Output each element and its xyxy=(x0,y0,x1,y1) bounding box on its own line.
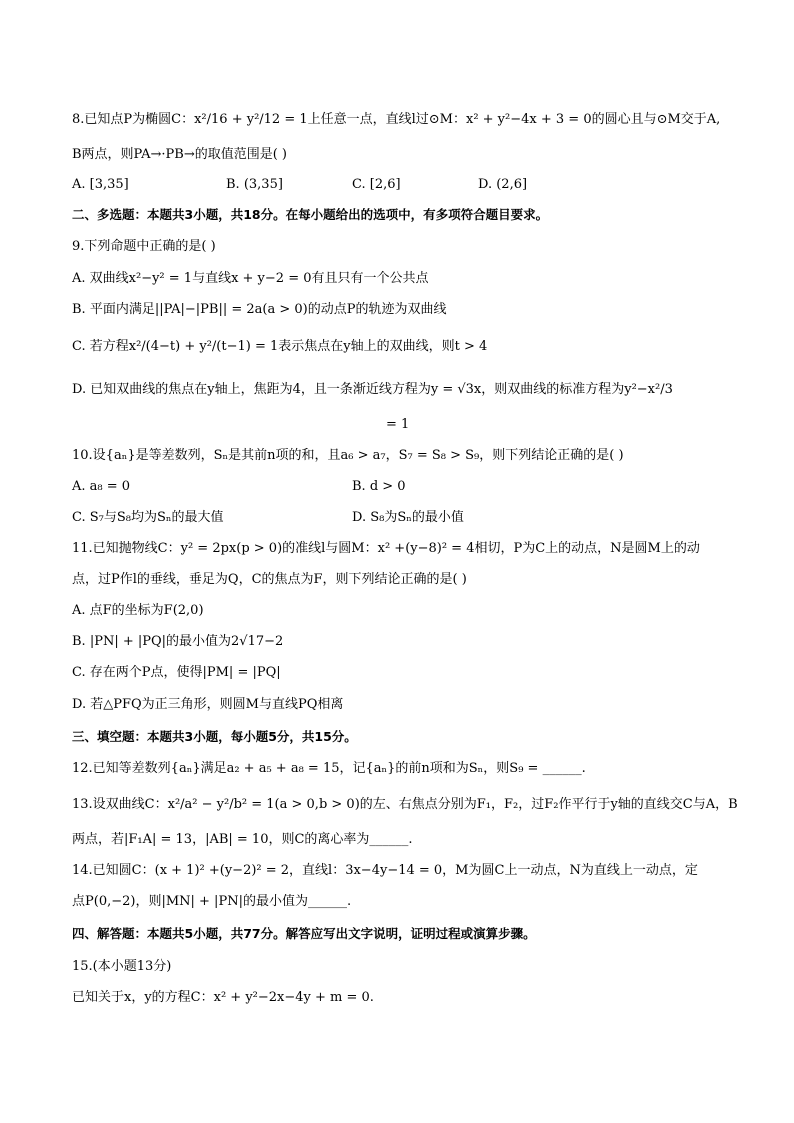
q13-line2: 两点，若|F₁A| = 13，|AB| = 10，则C的离心率为______. xyxy=(72,832,413,847)
q10-option-b: B. d > 0 xyxy=(352,479,406,494)
q8-option-d: D. (2,6] xyxy=(478,177,528,192)
q11-option-a: A. 点F的坐标为F(2,0) xyxy=(72,603,204,618)
q11-line1: 11.已知抛物线C：y² = 2px(p > 0)的准线l与圆M：x² +(y−8)² = 4相切，P为C上的动点，N是圆M上的动 xyxy=(72,541,700,556)
q8-line1: 8.已知点P为椭圆C：x²/16 + y²/12 = 1上任意一点，直线l过⊙M：x² + y²−4x + 3 = 0的圆心且与⊙M交于A, xyxy=(72,112,721,127)
q9-stem: 9.下列命题中正确的是( ) xyxy=(72,239,216,254)
q10-option-d: D. S₈为Sₙ的最小值 xyxy=(352,510,464,525)
section-heading-fill-in: 三、填空题：本题共3小题，每小题5分，共15分。 xyxy=(72,729,357,744)
q14-line1: 14.已知圆C：(x + 1)² +(y−2)² = 2，直线l：3x−4y−14 = 0，M为圆C上一动点，N为直线上一动点，定 xyxy=(72,863,698,878)
q10-stem: 10.设{aₙ}是等差数列，Sₙ是其前n项的和，且a₆ > a₇，S₇ = S₈ > S₉，则下列结论正确的是( ) xyxy=(72,448,624,463)
q8-line2: B两点，则PA→·PB→的取值范围是( ) xyxy=(72,147,287,162)
q10-option-a: A. a₈ = 0 xyxy=(72,479,131,494)
q14-line2: 点P(0,−2)，则|MN| + |PN|的最小值为______. xyxy=(72,894,352,909)
q11-option-b: B. |PN| + |PQ|的最小值为2√17−2 xyxy=(72,634,284,649)
q13-line1: 13.设双曲线C：x²/a² − y²/b² = 1(a > 0,b > 0)的左、右焦点分别为F₁，F₂，过F₂作平行于y轴的直线交C与A，B xyxy=(72,797,738,812)
section-heading-problems: 四、解答题：本题共5小题，共77分。解答应写出文字说明，证明过程或演算步骤。 xyxy=(72,926,536,941)
q15-body: 已知关于x，y的方程C：x² + y²−2x−4y + m = 0. xyxy=(72,990,374,1005)
q15-heading: 15.(本小题13分) xyxy=(72,959,172,974)
q9-option-b: B. 平面内满足||PA|−|PB|| = 2a(a > 0)的动点P的轨迹为双曲线 xyxy=(72,302,447,317)
q11-option-d: D. 若△PFQ为正三角形，则圆M与直线PQ相离 xyxy=(72,697,344,712)
q8-option-c: C. [2,6] xyxy=(352,177,401,192)
q11-option-c: C. 存在两个P点，使得|PM| = |PQ| xyxy=(72,665,281,680)
q8-option-a: A. [3,35] xyxy=(72,177,129,192)
q11-line2: 点，过P作l的垂线，垂足为Q，C的焦点为F，则下列结论正确的是( ) xyxy=(72,572,467,587)
q9-option-c: C. 若方程x²/(4−t) + y²/(t−1) = 1表示焦点在y轴上的双曲线，则t > 4 xyxy=(72,339,488,354)
section-heading-multi-choice: 二、多选题：本题共3小题，共18分。在每小题给出的选项中，有多项符合题目要求。 xyxy=(72,207,549,222)
q10-option-c: C. S₇与S₈均为Sₙ的最大值 xyxy=(72,510,224,525)
q9-option-a: A. 双曲线x²−y² = 1与直线x + y−2 = 0有且只有一个公共点 xyxy=(72,271,429,286)
q12-text: 12.已知等差数列{aₙ}满足a₂ + a₅ + a₈ = 15，记{aₙ}的前n项和为Sₙ，则S₉ = ______. xyxy=(72,761,586,776)
q9-option-d-continued: = 1 xyxy=(386,417,410,432)
q9-option-d: D. 已知双曲线的焦点在y轴上，焦距为4，且一条渐近线方程为y = √3x，则双曲线的标准方程为y²−x²/3 xyxy=(72,382,673,397)
q8-option-b: B. (3,35] xyxy=(226,177,283,192)
